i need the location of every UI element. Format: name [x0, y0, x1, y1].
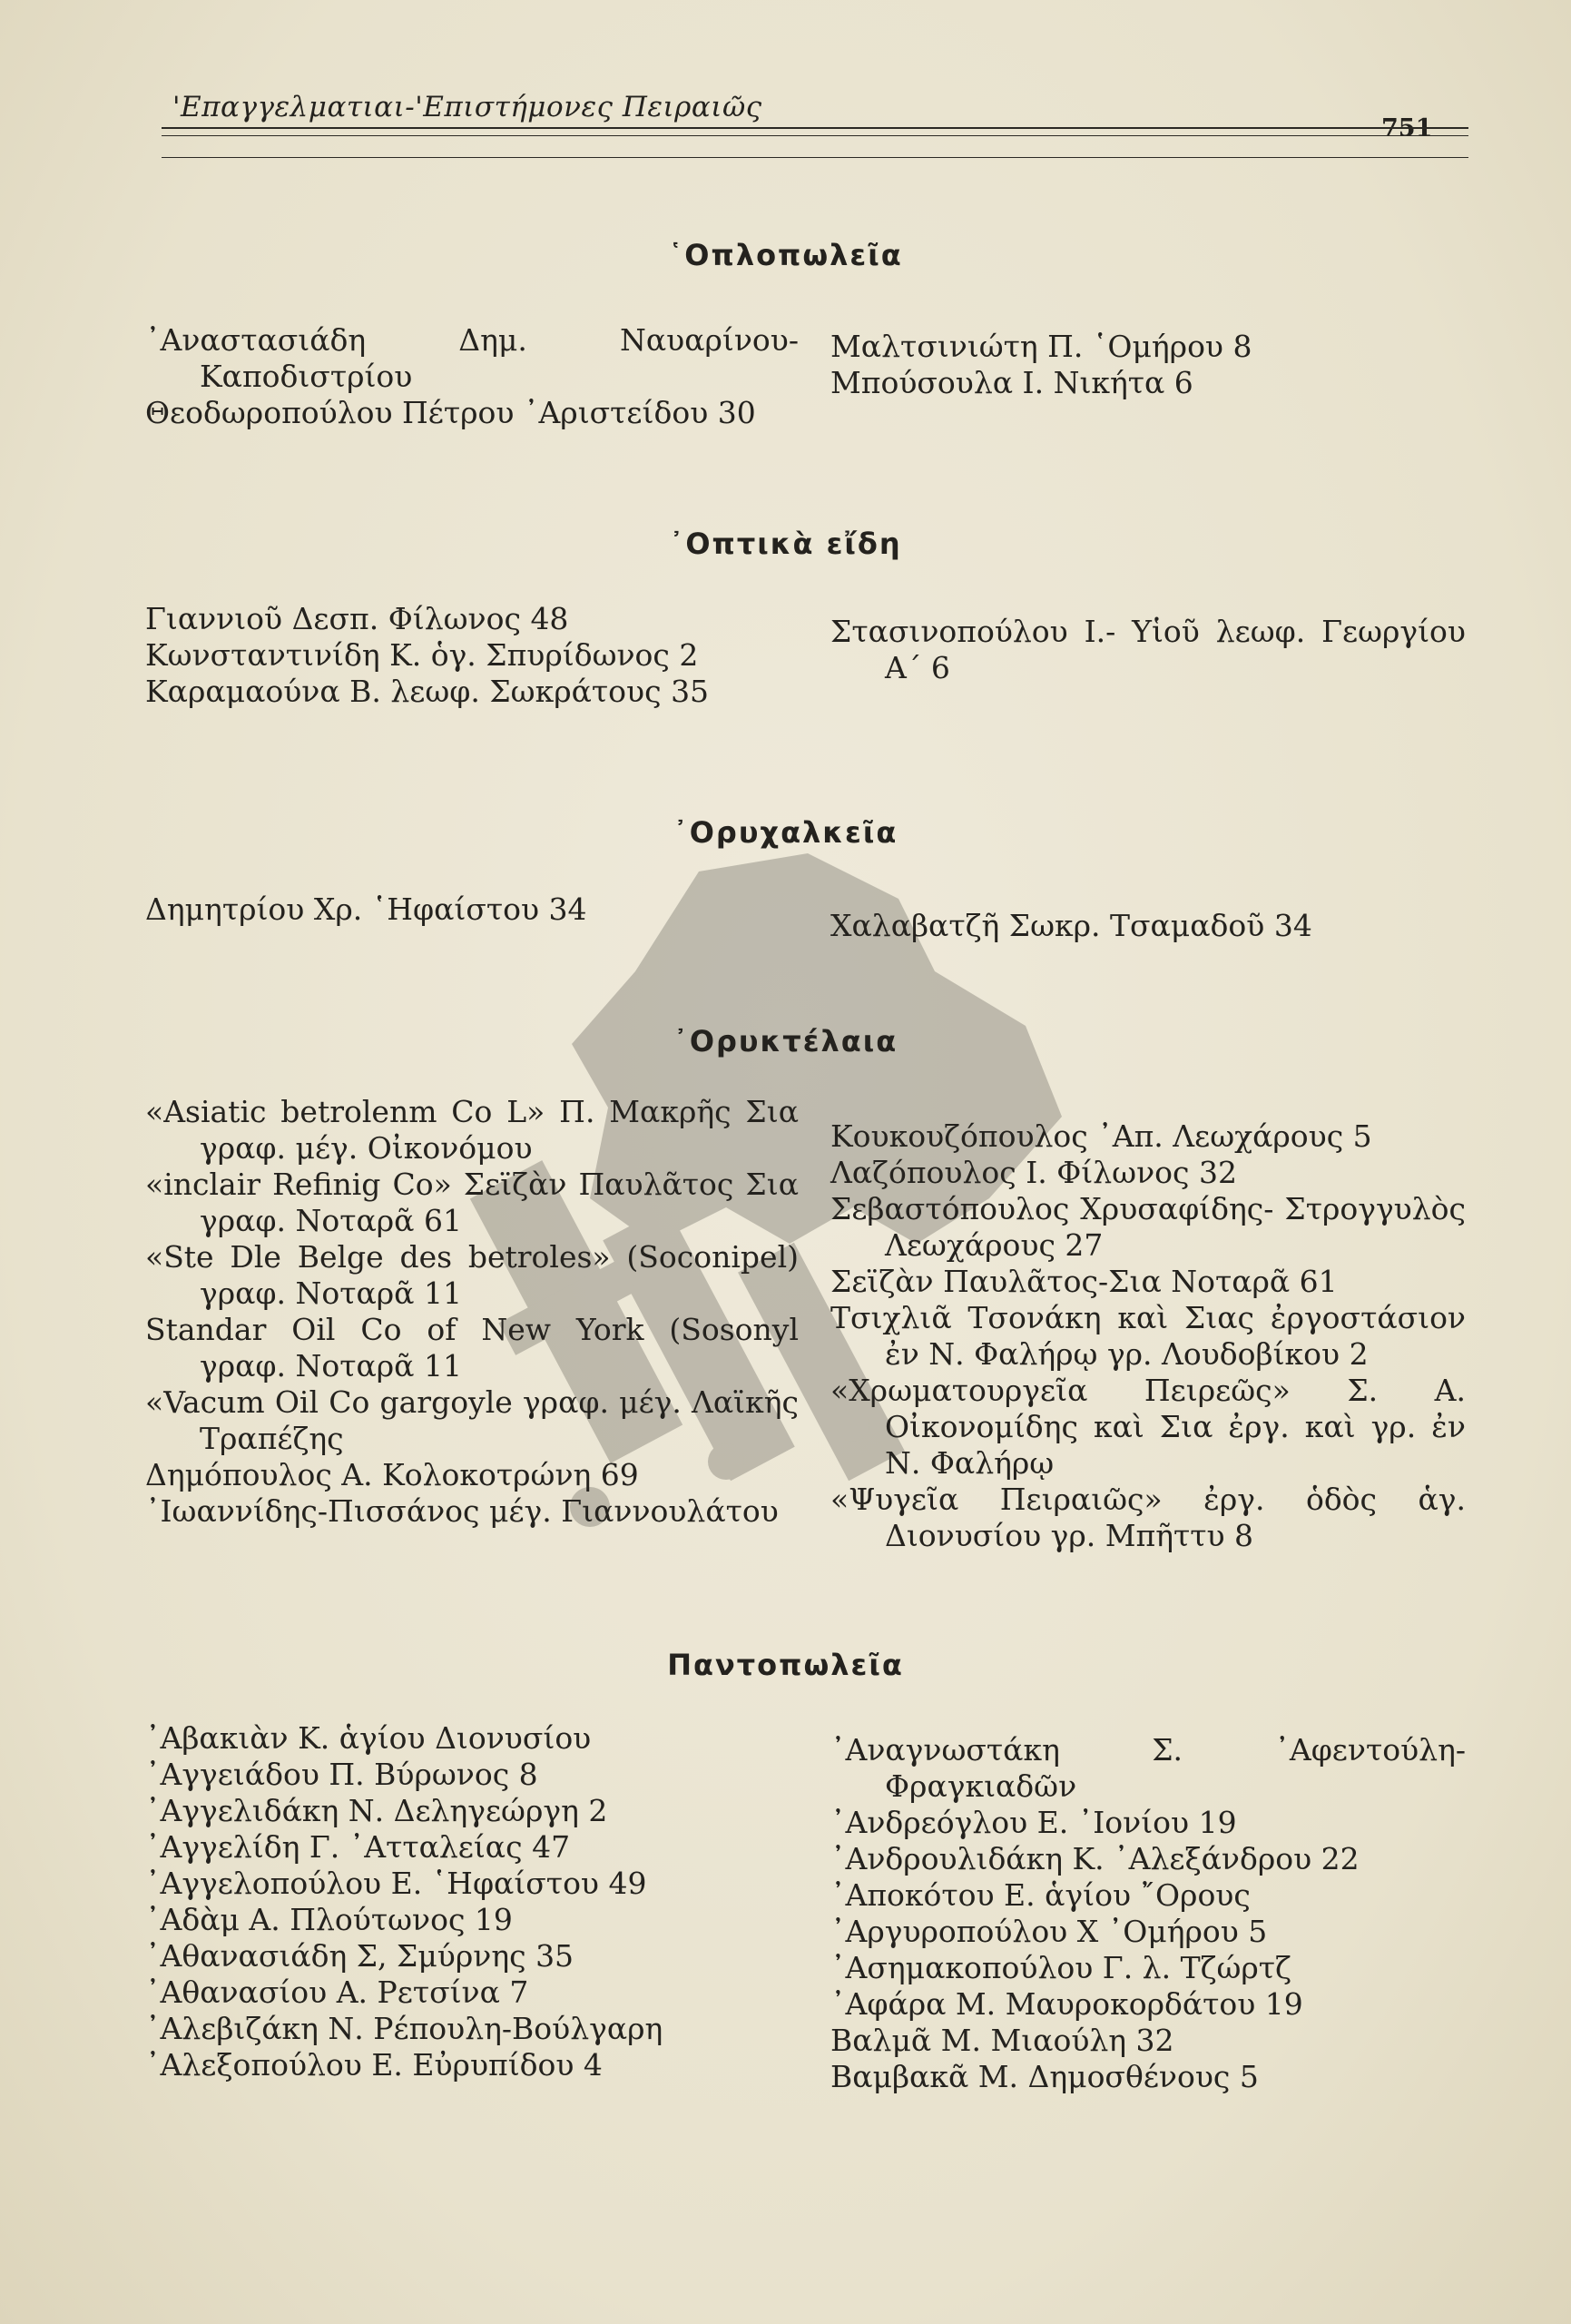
list-item: ᾿Ασημακοπούλου Γ. λ. Τζώρτζ [830, 1950, 1291, 1985]
list-item: ᾿Αγγειάδου Π. Βύρωνος 8 [145, 1757, 538, 1792]
list-item: Τσιχλιᾶ Τσονάκη καὶ Σιας ἐργοστάσιον ἐν Ν. Φαλήρῳ γρ. Λουδοβίκου 2 [830, 1300, 1466, 1372]
list-item: Γιαννιοῦ Δεσπ. Φίλωνος 48 [145, 601, 569, 636]
section-oryktelaia-right-column [830, 1118, 1466, 1554]
list-item: Μπούσουλα Ι. Νικήτα 6 [830, 365, 1193, 400]
list-item: Μαλτσινιώτη Π. ῾Ομήρου 8 [830, 329, 1252, 364]
list-item: Σεβαστόπουλος Χρυσαφίδης- Στρογγυλὸς Λεωχάρους 27 [830, 1191, 1466, 1263]
list-item: ᾿Αφάρα Μ. Μαυροκορδάτου 19 [830, 1986, 1303, 2022]
list-item: Δημόπουλος Α. Κολοκοτρώνη 69 [145, 1457, 639, 1492]
header-rule [162, 157, 1468, 158]
section-title-oryktelaia: ᾿Ορυκτέλαια [673, 1024, 898, 1059]
list-item: ᾿Αβακιὰν Κ. ἁγίου Διονυσίου [145, 1720, 592, 1756]
section-oryktelaia-left-column [145, 1094, 799, 1530]
section-oplopoleia-left-column [145, 322, 799, 431]
list-item: ᾿Ανδρουλιδάκη Κ. ᾿Αλεξάνδρου 22 [830, 1841, 1360, 1876]
list-item: ᾿Αγγελοπούλου Ε. ῾Ηφαίστου 49 [145, 1866, 647, 1901]
list-item: ᾿Αδὰμ Α. Πλούτωνος 19 [145, 1902, 513, 1937]
list-item: ᾿Αγγελίδη Γ. ᾿Ατταλείας 47 [145, 1829, 571, 1865]
list-item: ᾿Αγγελιδάκη Ν. Δεληγεώργη 2 [145, 1793, 608, 1828]
list-item: Standar Oil Co of New York (Sosonyl γραφ. Νοταρᾶ 11 [145, 1312, 799, 1384]
list-item: ᾿Αλεξοπούλου Ε. Εὐρυπίδου 4 [145, 2047, 603, 2083]
list-item: ᾿Αθανασιάδη Σ, Σμύρνης 35 [145, 1938, 574, 1974]
section-oryhalkeia-left-column [145, 891, 799, 928]
section-pantopoleia-right-column [830, 1732, 1466, 2095]
list-item: Βαλμᾶ Μ. Μιαούλη 32 [830, 2023, 1174, 2058]
list-item: Βαμβακᾶ Μ. Δημοσθένους 5 [830, 2059, 1259, 2094]
list-item: «Χρωματουργεῖα Πειρεῶς» Σ. Α. Οἰκονομίδης καὶ Σια ἐργ. καὶ γρ. ἐν Ν. Φαλήρῳ [830, 1373, 1466, 1481]
list-item: «Ste Dle Belge des betroles» (Soconipel) γραφ. Νοταρᾶ 11 [145, 1239, 799, 1311]
list-item: ᾿Αναστασιάδη Δημ. Ναυαρίνου- Καποδιστρίου [145, 322, 799, 394]
header-rule [162, 127, 1468, 129]
list-item: Στασινοπούλου Ι.- Υἱοῦ λεωφ. Γεωργίου Α΄ 6 [830, 614, 1466, 685]
list-item: ᾿Αποκότου Ε. ἁγίου ῎Ορους [830, 1877, 1251, 1913]
header-rule [162, 135, 1468, 136]
section-oryhalkeia-right-column [830, 908, 1466, 944]
section-oplopoleia-right-column [830, 329, 1466, 401]
page-number: 751 [1381, 114, 1433, 143]
list-item: ᾿Αργυροπούλου Χ ᾿Ομήρου 5 [830, 1914, 1268, 1949]
list-item: Κουκουζόπουλος ᾿Απ. Λεωχάρους 5 [830, 1118, 1372, 1154]
list-item: ᾿Αθανασίου Α. Ρετσίνα 7 [145, 1974, 529, 2010]
section-pantopoleia-left-column [145, 1720, 799, 2083]
list-item: ᾿Αναγνωστάκη Σ. ᾿Αφεντούλη-Φραγκιαδῶν [830, 1732, 1466, 1804]
list-item: ᾿Αλεβιζάκη Ν. Ρέπουλη-Βούλγαρη [145, 2011, 663, 2046]
running-header-title: 'Επαγγελματιαι-'Επιστήμονες Πειραιῶς [172, 91, 762, 123]
section-title-oryhalkeia: ᾿Ορυχαλκεῖα [673, 815, 898, 850]
section-optika-right-column [830, 614, 1466, 686]
section-title-optika: ᾿Οπτικὰ εἴδη [669, 527, 902, 561]
list-item: Σεϊζὰν Παυλᾶτος-Σια Νοταρᾶ 61 [830, 1264, 1338, 1299]
list-item: «inclair Refinig Co» Σεϊζὰν Παυλᾶτος Σια γραφ. Νοταρᾶ 61 [145, 1167, 799, 1238]
section-title-oplopoleia: ῾Οπλοπωλεῖα [668, 238, 903, 272]
list-item: «Vacum Oil Co gargoyle γραφ. μέγ. Λαϊκῆς Τραπέζης [145, 1384, 799, 1456]
list-item: ᾿Ιωαννίδης-Πισσάνος μέγ. Γιαννουλάτου [145, 1493, 779, 1529]
list-item: Δημητρίου Χρ. ῾Ηφαίστου 34 [145, 891, 587, 927]
list-item: «Asiatic betrolenm Co L» Π. Μακρῆς Σια γραφ. μέγ. Οἰκονόμου [145, 1094, 799, 1166]
list-item: Κωνσταντινίδη Κ. ὁγ. Σπυρίδωνος 2 [145, 637, 699, 673]
list-item: «Ψυγεῖα Πειραιῶς» ἐργ. ὁδὸς ἁγ. Διονυσίου γρ. Μπῆττυ 8 [830, 1482, 1466, 1553]
list-item: Καραμαούνα Β. λεωφ. Σωκράτους 35 [145, 674, 710, 709]
list-item: Λαζόπουλος Ι. Φίλωνος 32 [830, 1155, 1237, 1190]
section-optika-left-column [145, 601, 799, 710]
section-title-pantopoleia: Παντοπωλεῖα [667, 1648, 904, 1682]
list-item: ᾿Ανδρεόγλου Ε. ᾿Ιονίου 19 [830, 1805, 1237, 1840]
list-item: Χαλαβατζῆ Σωκρ. Τσαμαδοῦ 34 [830, 908, 1312, 943]
list-item: Θεοδωροπούλου Πέτρου ᾿Αριστείδου 30 [145, 395, 756, 430]
